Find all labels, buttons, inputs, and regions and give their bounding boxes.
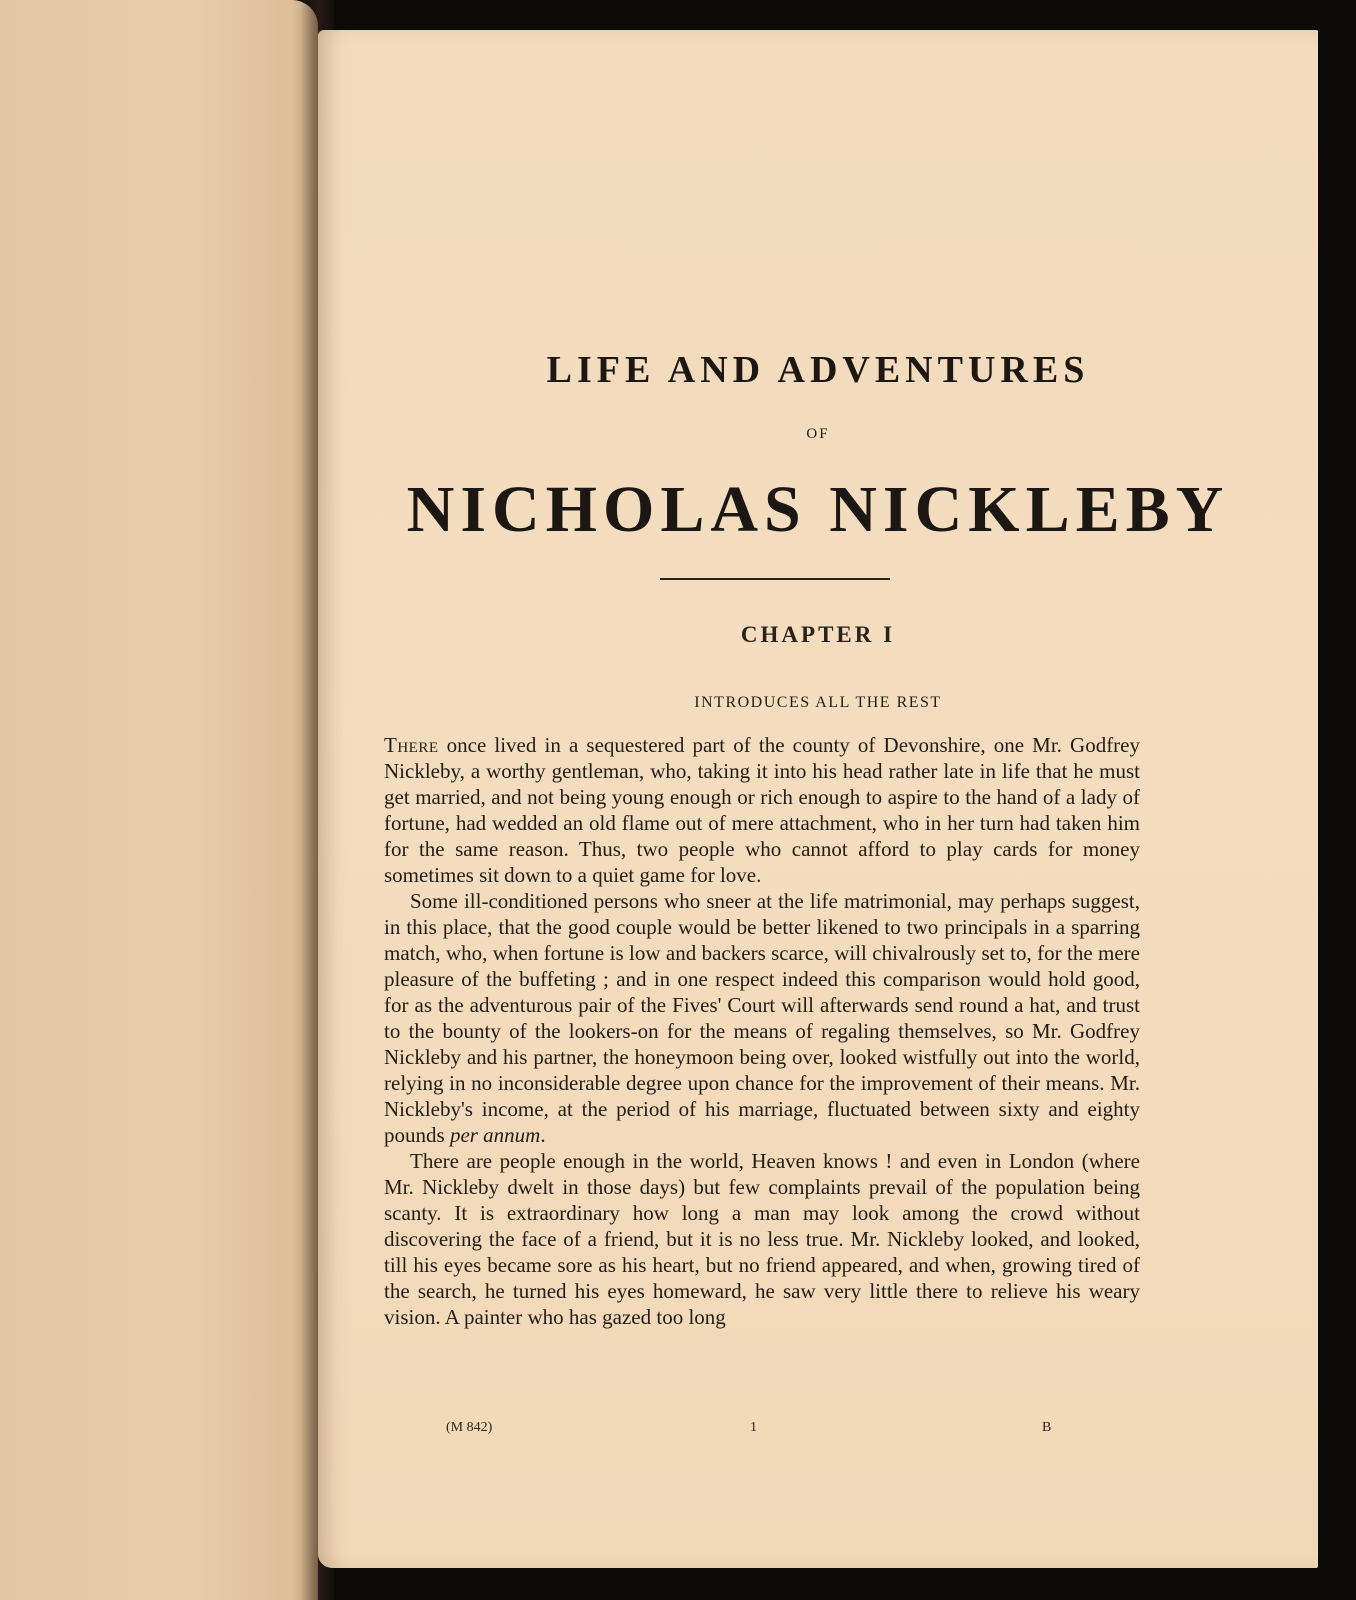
page-footer [446, 1420, 1056, 1440]
chapter-body [384, 732, 1140, 1330]
show-through-text [380, 120, 1260, 380]
printer-signature: (M 842) [446, 1420, 493, 1435]
title-line-1: LIFE AND ADVENTURES [546, 349, 1090, 391]
title-of: OF [806, 426, 830, 442]
left-page [0, 0, 318, 1600]
title-rule [660, 578, 890, 580]
chapter-subtitle: INTRODUCES ALL THE REST [694, 694, 942, 711]
right-page [318, 30, 1318, 1568]
paragraph-1-text: once lived in a sequestered part of the county of Devonshire, one Mr. Godfrey Nickleby, a worthy gentleman, who, taking it into his head rather late in life that he must get married, and not being young enough or rich enough to aspire to the hand of a lady of fortune, had wedded an old flame out of mere attachment, who in her turn had taken him for the same reason. Thus, two people who cannot afford to play cards for money sometimes sit down to a quiet game for love. [384, 733, 1140, 887]
paragraph-lead-word: There [384, 733, 439, 757]
paragraph-1 [384, 732, 1140, 888]
signature-mark: B [1042, 1420, 1052, 1435]
paragraph-3 [384, 1148, 1140, 1330]
paragraph-2-text: Some ill-conditioned persons who sneer at the life matrimonial, may perhaps suggest, in this place, that the good couple would be better likened to two principals in a sparring match, who, when fortune is low and backers scarce, will chivalrously set to, for the mere pleasure of the buffeting ; and in one respect indeed this comparison would hold good, for as the adventurous pair of the Fives' Court will afterwards send round a hat, and trust to the bounty of the lookers-on for the means of regaling themselves, so Mr. Godfrey Nickleby and his partner, the honeymoon being over, looked wistfully out into the world, relying in no inconsiderable degree upon chance for the improvement of their means. Mr. Nickleby's income, at the period of his marriage, fluctuated between sixty and eighty pounds [384, 889, 1140, 1147]
paragraph-2-italic: per annum [449, 1123, 541, 1147]
chapter-heading: CHAPTER I [740, 622, 896, 647]
paragraph-2 [384, 888, 1140, 1148]
book-title: NICHOLAS NICKLEBY [406, 473, 1230, 546]
page-number: 1 [750, 1420, 757, 1435]
paragraph-3-text: There are people enough in the world, Heaven knows ! and even in London (where Mr. Nickleby dwelt in those days) but few complaints prevail of the population being scanty. It is extraordinary how long a man may look among the crowd without discovering the face of a friend, but it is no less true. Mr. Nickleby looked, and looked, till his eyes became sore as his heart, but no friend appeared, and when, growing tired of the search, he turned his eyes homeward, he saw very little there to relieve his weary vision. A painter who has gazed too long [384, 1149, 1140, 1329]
paragraph-2-end: . [540, 1123, 546, 1147]
